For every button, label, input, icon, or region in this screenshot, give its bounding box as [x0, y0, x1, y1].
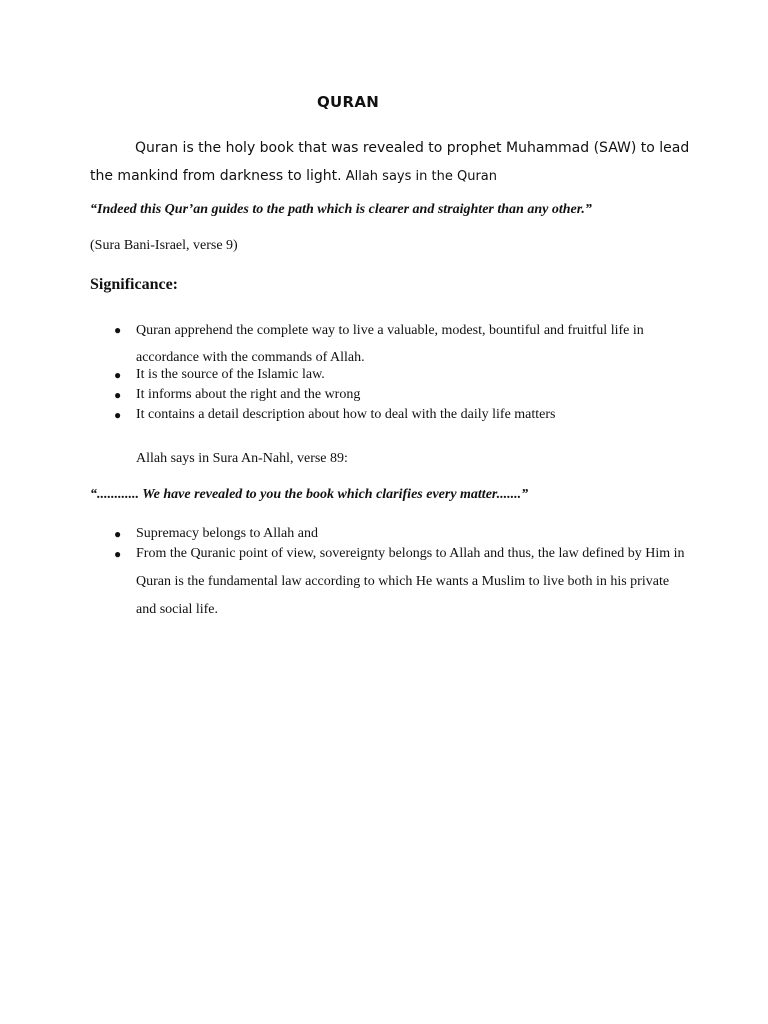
bullet-icon: ● — [114, 547, 122, 561]
quote-reference: (Sura Bani-Israel, verse 9) — [90, 238, 238, 253]
list-item — [90, 385, 690, 405]
intro-text: Quran is the holy book that was revealed to prophet Muhammad (SAW) to lead the mankind from darkness to light. — [90, 140, 690, 184]
bullet-icon: ● — [114, 527, 122, 541]
list-item — [90, 405, 690, 425]
list-item-text: It contains a detail description about how to deal with the daily life matters — [136, 407, 556, 422]
list-item — [90, 317, 690, 371]
bullet-icon: ● — [114, 323, 122, 337]
list-item-text: From the Quranic point of view, sovereignty belongs to Allah and thus, the law defined by Him in Quran is the fundamental law according to which He wants a Muslim to live both in his private and social life. — [136, 546, 685, 617]
intro-tail-text: Allah says in the Quran — [341, 169, 497, 184]
quote-verse-89: “............ We have revealed to you the book which clarifies every matter.......” — [90, 487, 529, 502]
list-item-text: It informs about the right and the wrong — [136, 387, 361, 402]
verse-intro: Allah says in Sura An-Nahl, verse 89: — [136, 451, 348, 466]
page-title: QURAN — [317, 93, 380, 111]
significance-heading: Significance: — [90, 276, 178, 293]
bullet-icon: ● — [114, 368, 122, 382]
significance-list — [90, 317, 690, 425]
intro-paragraph — [90, 134, 690, 191]
list-item — [90, 365, 690, 385]
quote-verse-9: “Indeed this Qur’an guides to the path which is clearer and straighter than any other.” — [90, 202, 592, 217]
bullet-icon: ● — [114, 408, 122, 422]
list-item — [90, 540, 690, 624]
bullet-icon: ● — [114, 388, 122, 402]
list-item-text: It is the source of the Islamic law. — [136, 367, 325, 382]
list-item-text: Quran apprehend the complete way to live a valuable, modest, bountiful and fruitful life in accordance with the commands of Allah. — [136, 323, 644, 365]
sovereignty-list — [90, 524, 690, 624]
list-item-text: Supremacy belongs to Allah and — [136, 526, 318, 541]
